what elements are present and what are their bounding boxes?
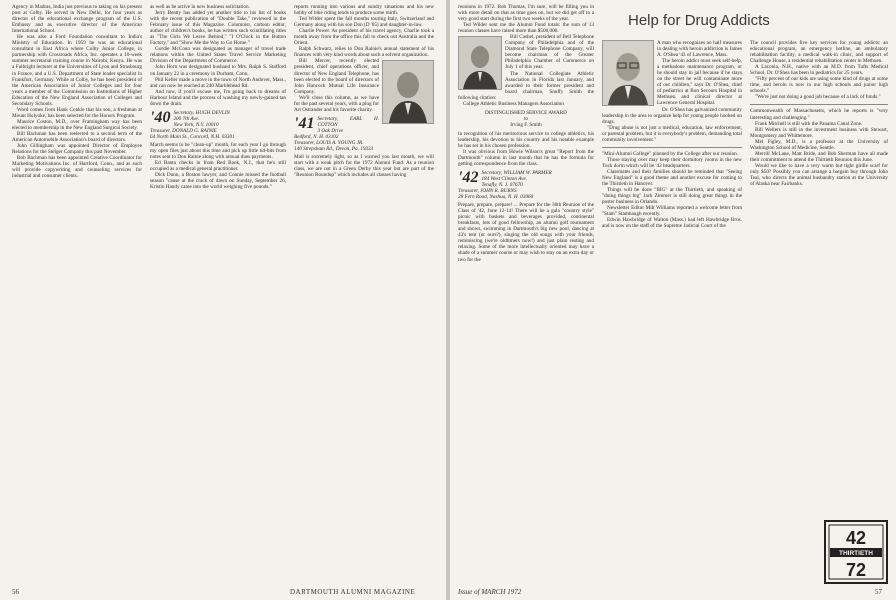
paragraph: Bill Wellers is still in the investment business with Stewart, Montgomery and Whittemore. [750,126,888,139]
right-page [450,0,896,600]
distinguished-service-award [458,110,594,128]
left-column-3 [294,4,434,178]
paragraph: Those staying over may keep their dormitory rooms in the new Tuck dorm which will be '42 headquarters. [602,156,742,169]
paragraph: Ted Wilder sent me the Alumni Fund totals: the sum of 13 reunion classes have raised more than $500,000. [458,22,594,35]
paragraph: Would we like to have a very warm but tight girdle scarf for only $50? Possibly you can arrange a bargain buy through John Teal, who directs the animal husbandry station at the University of Alaska near Fairbanks. [750,162,888,188]
article-title: Help for Drug Addicts [628,12,770,29]
treasurer-name: Treasurer, JOHN R. BURNS [458,188,517,195]
paragraph: Ted Wilder spent the fall months touring Italy, Switzerland and Germany along with his son Don (D '65) and daughter-in-law. [294,16,434,29]
paragraph: "Drug abuse is not just a medical, education, law enforcement, or parental problem, but it is everybody's problem, demanding total community involvement." [602,124,742,143]
paragraph: It was obvious from Howie Wilson's great "Report from the Dartmouth" column in last month that he has the formula for getting correspondence from the class. [458,148,594,168]
paragraph: Ralph Schwarz, relies to Don Rainie's annual statement of his finances with very kind words about such a solvent organization. [294,46,434,59]
treasurer-name: Treasurer, LOUIS A. YOUNG JR. [294,139,364,146]
thirtieth-reunion-logo [824,520,888,584]
logo-top-number: 42 [845,528,867,548]
secretary-city: New York, N.Y. 10010 [173,121,219,128]
secretary-address: 200 7th Ave. [173,115,200,122]
portrait-image [603,41,653,105]
portrait-photo-bill-cashel [458,36,502,90]
paragraph: Dick Dunn, a Boston lawyer, and Connie missed the football season "cause at the crack of dawn on Sunday, September 26, Kristin Handy came into the world weighing five pounds." [150,172,286,191]
paragraph: reports running into various and sundry situations and his new hobby of bike riding tends to produce some mirth. [294,4,434,17]
paragraph: Prepare, prepare, prepare! ... Prepare for the 30th Reunion of the Class of '42, June 12-14! There will be a gala "country style" picnic with baskets and beverages provided, continental breakfasts, lots of good fellowship, an alumni golf tournament and shows, swimming in Dartmouth's big new pool, dancing at 43's tent (or ours?), singing the old songs with your friends, reminiscing (we're oldtimers now!) and just plain resting and relaxing. Some of the more intellectually oriented may have a shade of a summer course or may wish to stay on an extra day or two for the [458,202,594,263]
section-divider [602,143,742,148]
paragraph: A man who recognizes no half measures in dealing with heroin addiction is James A. O'Shea '43 of Lawrence, Mass. [657,40,743,59]
paragraph: He was also a Ford Foundation consultant to India's Ministry of Education. In 1959 he was an educational consultant in East Africa where Colby Junior College, in partnership with Crossroads Africa, Inc. operates a 10-week summer secretarial training course in Nairobi, Kenya. He was a Fulbright lecturer at the Universities of Lyon and Strasbourg in France, and a U.S. Department of State leader specialist in Frankfurt, Germany. While at Colby, he has been president of the American Association of Junior Colleges and for four years a member of the Commission on Institutions of Higher Education of the New England Association of Colleges and Secondary Schools. [12,34,142,107]
paragraph: Merrill McLane, Matt Bride, and Bob Sherman have all made their commitment to attend the Thirtieth Reunion this June. [750,150,888,163]
logo-mid-text: THIRTIETH [839,550,873,557]
secretary-city: Tenafly, N. J. 07670 [481,182,523,189]
paragraph: Phil Keller made a move in the town of North Andover, Mass., and can now be reached at 240 Marblehead Rd. [150,76,286,89]
paragraph: in recognition of his meritorious service to college athletics, his leadership, his devotion to his country and his notable example he has set in his chosen profession. [458,130,594,149]
logo-bottom-number: 72 [845,560,867,580]
left-column-1 [12,4,142,179]
paragraph: as well as be active in new business solicitation. [150,4,250,10]
left-page [0,0,446,600]
class-1940-header [150,110,286,140]
paragraph: Bill Cashel, president of Bell Telephone Company of Philadelphia and of the Diamond State Telephone Company, will become chairman of the Greater Philadelphia Chamber of Commerce on July 1 of this year. [505,34,594,71]
secretary-address: 184 West Clinton Ave. [481,176,527,183]
reunion-emblem-icon [824,520,888,584]
paragraph: Newsletter Editor Milt Williams reported a welcome letter from "Stam" Stambaugh recently. [602,205,742,218]
secretary-address: 3 Oak Drive [317,127,344,134]
paragraph: Word comes from Hank Conkle that his son, a freshman at Mount Holyoke, has been selected for the Honors Program. [12,106,142,119]
paragraph: Commonwealth of Massachusetts, which he reports is "very interesting and challenging." [750,108,888,121]
portrait-image [459,37,501,89]
paragraph: Jerry Beatty has added yet another title to his list of books with the recent publication of "Double Take," reviewed in the February issue of this Magazine. Columnist, cartoon editor, author of children's books, he has written such scintillating titles as "The Girls We Leave Behind," "I O'Clock in the Button Factory," and "Show Me the Way to Go Home." [150,10,286,47]
portrait-image [383,61,433,123]
paragraph: "Mini-Alumni College" planned by the College after our reunion. [602,150,739,157]
paragraph: March seems to be "clean-up" month, for each year I go through my open files just about this time and pick up little tid-bits from notes sent to Don Rainie along with annual dues payments. [150,141,286,160]
class-1942-header [458,170,594,200]
class-year: '42 [458,169,479,187]
right-column-1 [458,4,594,263]
paragraph: We'll close this column, as we have for the past several years, with a plug for Art Ostrander and his favorite charity. [294,94,379,113]
class-year: '41 [294,114,315,132]
paragraph: Classmates and their families should be reminded that "Seeing New England" is a good theme and another excuse for coming to the Thirtieth in Hanover. [602,168,742,188]
paragraph: The council provides five key services for young addicts: an educational program, an emergency hotline, an ambulatory rehabilitation facility, a medical walk-in clinic, and support of Challenge House, a residential rehabilitation center in Methuen. [750,40,888,65]
paragraph: Things will be done "BIG" at the Thirtieth, and speaking of "doing things big" Jack Zimmer is still doing great things in the poster business in Orlando. [602,187,742,206]
award-to: to [523,115,529,122]
section-divider [750,100,888,105]
paragraph: "Fifty percent of our kids are using some kind of drugs at some time, and heroin is now in our high schools and junior high schools." [750,76,888,95]
paragraph: Mel Figley, M.D., is a professor at the University of Washington School of Medicine, Seattle. [750,138,888,151]
award-title: DISTINGUISHED SERVICE AWARD [485,109,567,116]
treasurer-address: 28 Fern Road, Nashua, N. H. 03060 [458,194,534,201]
page-number-right: 57 [875,588,882,596]
paragraph: Bill Bachman has been reelected to a second term of the American Automobile Association's board of directors. [12,130,142,144]
award-recipient: Irving F. Smith [510,121,542,128]
secretary-name: Secretary, WILLIAM W. PARMER [481,170,552,177]
issue-label: Issue of MARCH 1972 [458,588,522,596]
right-column-3 [750,40,888,187]
paragraph: Dr. O'Shea has galvanized community leadership in the area to organize help for young people hooked on drugs. [602,106,742,125]
secretary-city: Bedford, N. H. 03102 [294,133,339,140]
magazine-name: DARTMOUTH ALUMNI MAGAZINE [290,588,416,596]
paragraph: Maurice Coston, M.D., over Framingham way has been elected to membership in the New England Surgical Society. [12,118,142,131]
paragraph: A Laconia, N.H., native with an M.D. from Tufts Medical School, Dr. O'Shea has been in pediatrics for 25 years. [750,64,888,77]
paragraph: And now, if you'll excuse me, I'm going back to dreams of Harbour Island and the process of washing my newly-gained tan down the drain. [150,88,286,107]
paragraph: Agency in Madras, India just previous to taking on his present post at Colby. He served in New Delhi, for four years as director of the educational exchange program of the U.S. Embassy and as executive director of the American International School. [12,4,142,35]
paragraph: John Gillingham was appointed Director of Employee Relations for the Steiger Company this past November. [12,143,142,156]
left-column-2 [150,4,286,190]
paragraph: John Horn was designated husband to Mrs. Ralph S. Stafford on January 22 in a ceremony in Durham, Conn. [150,64,286,77]
paragraph: reunions in 1972. Bob Thomas, I'm sure, will be filling you in with more detail on that as time goes on, but we did get off to a very good start during the first two weeks of the year. [458,4,594,23]
page-number-left: 56 [12,588,19,596]
paragraph: "We're just not doing a good job because of a lack of funds." [755,94,881,101]
paragraph: College Athletic Business Managers Association [463,100,564,107]
secretary-name: Secretary, HUGH DEVLIN [173,109,230,116]
secretary-name: Secretary, EARL H. COTTON [317,115,379,128]
treasurer-address: 140 Strepsham Rd., Devon, Pa. 19333 [294,145,374,152]
portrait-photo-bill-mercer [382,60,434,124]
paragraph: The National Collegiate Athletic Association in Florida last January, and awarded to their former president and board chairman, Snuffy Smith the following citation: [458,70,594,101]
paragraph: Frank Mitchell is still with the Panama Canal Zone. [755,120,863,127]
portrait-photo-dr-oshea [602,40,654,106]
treasurer-name: Treasurer, DONALD G. RAINIE [150,127,217,134]
paragraph: Gordie McCoun was designated as manager of travel trade relations within the United States Travel Service Marketing Division of the Department of Commerce. [150,46,286,65]
paragraph: Mail is extremely light, so as I warned you last month, we will start with a weak pitch for the 1972 Alumni Fund. As a reunion class, we are not in a Green Derby this year but are part of the "Reunion Roundup" which includes all classes having [294,153,434,178]
treasurer-address: 64 North Main St., Concord, N.H. 03301 [150,133,235,140]
paragraph: Charlie Power. As president of his travel agency, Charlie took a month away from the office this fall to check out Australia and the Orient. [294,28,434,47]
paragraph: The heroin addict must seek self-help, a methadone maintenance program, or he should stay in jail because if he stays on the street he will contaminate more of our children," says Dr. O'Shea, chief of pediatrics at Bon Secours Hospital in Methuen and clinical director at Lawrence General Hospital. [657,58,742,107]
paragraph: Bill Mercer, recently elected president, chief operations officer, and director of New England Telephone, has been elected to the board of directors of John Hancock Mutual Life Insurance Company. [294,58,379,95]
paragraph: Ed Banta checks in from Red Bank, N.J., that he's still occupied as a medical general practitioner. [150,159,286,172]
paragraph: Bob Bachman has been appointed Creative Coordinator for Marketing Motivations Inc. of Hartford, Conn., and as such will provide copywriting and counseling services for industrial and consumer clients. [12,155,142,180]
paragraph: Edwin Hawbridge of Walton (Mass.) had left Hawbridge Bros. and is now on the staff of the Supreme Judicial Court of the [602,217,742,230]
right-column-2 [602,40,742,229]
class-year: '40 [150,108,171,126]
